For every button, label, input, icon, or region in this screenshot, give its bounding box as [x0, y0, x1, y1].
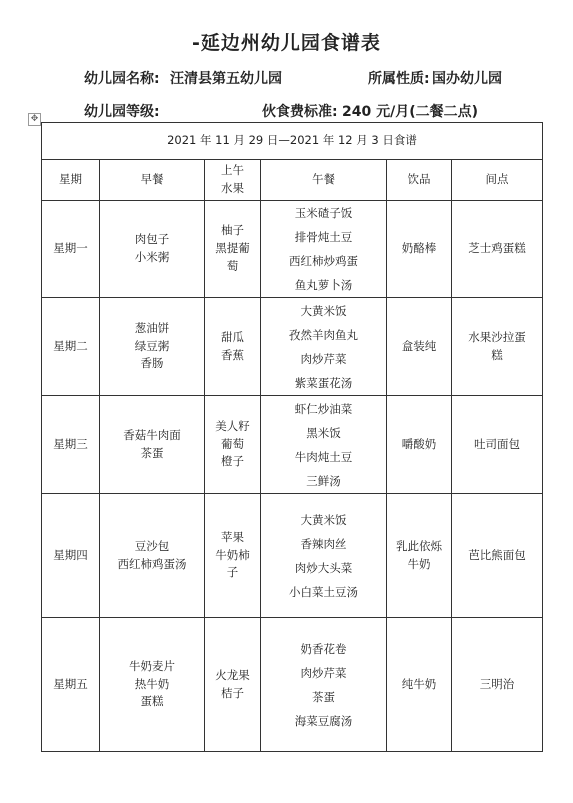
snack-cell: [452, 618, 543, 752]
drink-cell: 乳此依烁 牛奶: [387, 494, 452, 618]
fruit-cell-line: 子: [226, 565, 239, 580]
lunch-cell-line: 大黄米饭: [300, 512, 347, 527]
fruit-cell-line: 香蕉: [221, 347, 244, 362]
menu-row-tuesday: [42, 298, 543, 396]
fruit-cell-line: 牛奶柿: [215, 547, 250, 562]
table-move-handle-icon[interactable]: ✥: [28, 113, 41, 126]
kindergarten-name-value: 汪清县第五幼儿园: [170, 71, 282, 87]
menu-row-monday: [42, 201, 543, 298]
snack-cell-line: 糕: [491, 347, 503, 362]
snack-cell-line: 水果沙拉蛋: [468, 329, 526, 344]
kindergarten-type-value: 国办幼儿园: [432, 71, 502, 87]
fruit-cell-line: 柚子: [221, 223, 244, 238]
day-cell: 星期一: [42, 201, 100, 298]
lunch-cell-line: 鱼丸萝卜汤: [294, 278, 353, 292]
header-morning-fruit-line: 上午: [221, 163, 244, 178]
kindergarten-grade-label: 幼儿园等级:: [84, 104, 160, 120]
fruit-cell-line: 桔子: [221, 685, 244, 700]
breakfast-cell-line: 豆沙包: [134, 538, 170, 553]
header-day: 星期: [42, 160, 100, 201]
lunch-cell-line: 西红柿炒鸡蛋: [289, 254, 358, 268]
breakfast-cell-line: 茶蛋: [140, 445, 164, 460]
breakfast-cell-line: 热牛奶: [134, 676, 170, 691]
fruit-cell: [205, 298, 261, 396]
day-cell: 星期五: [42, 618, 100, 752]
lunch-cell-line: 小白菜土豆汤: [289, 584, 358, 599]
drink-cell: 纯牛奶: [387, 618, 452, 752]
lunch-cell-line: 虾仁炒油菜: [294, 401, 353, 416]
lunch-cell-line: 肉炒大头菜: [294, 560, 353, 575]
period-row: [42, 123, 543, 160]
lunch-cell: [261, 494, 387, 618]
lunch-cell: [261, 396, 387, 494]
breakfast-cell-line: 香肠: [140, 356, 164, 371]
meal-fee-value: 240 元/月(二餐二点): [342, 104, 479, 120]
menu-row-friday: [42, 618, 543, 752]
menu-row-wednesday: [42, 396, 543, 494]
day-cell: 星期三: [42, 396, 100, 494]
snack-cell: [452, 396, 543, 494]
fruit-cell-line: 黑提葡: [215, 241, 250, 256]
header-row: [42, 160, 543, 201]
breakfast-cell: [100, 298, 205, 396]
breakfast-cell-line: 葱油饼: [134, 320, 170, 335]
fruit-cell: [205, 618, 261, 752]
header-morning-fruit-line: 水果: [221, 181, 244, 195]
lunch-cell-line: 三鲜汤: [306, 473, 341, 488]
header-lunch: 午餐: [261, 160, 387, 201]
breakfast-cell-line: 肉包子: [134, 232, 170, 247]
lunch-cell-line: 大黄米饭: [300, 303, 347, 318]
breakfast-cell: [100, 494, 205, 618]
drink-cell: 嚼酸奶: [387, 396, 452, 494]
header-drink: 饮品: [387, 160, 452, 201]
fruit-cell: [205, 494, 261, 618]
lunch-cell-line: 奶香花卷: [300, 641, 347, 656]
snack-cell: [452, 494, 543, 618]
lunch-cell-line: 黑米饭: [306, 425, 341, 440]
lunch-cell-line: 排骨炖土豆: [294, 230, 353, 244]
header-breakfast: 早餐: [100, 160, 205, 201]
header-snack: 间点: [452, 160, 543, 201]
snack-cell-line: 芭比熊面包: [468, 547, 526, 562]
snack-cell-line: 吐司面包: [474, 436, 520, 451]
fruit-cell-line: 葡萄: [221, 436, 244, 451]
fruit-cell: [205, 201, 261, 298]
lunch-cell: [261, 201, 387, 298]
breakfast-cell-line: 绿豆粥: [134, 338, 170, 353]
breakfast-cell-line: 蛋糕: [140, 694, 164, 709]
lunch-cell: [261, 618, 387, 752]
breakfast-cell-line: 西红柿鸡蛋汤: [117, 556, 187, 571]
fruit-cell-line: 美人籽: [215, 418, 250, 433]
header-morning-fruit: [205, 160, 261, 201]
fruit-cell-line: 橙子: [221, 454, 244, 469]
drink-cell: 盒装纯: [387, 298, 452, 396]
lunch-cell-line: 玉米碴子饭: [294, 206, 353, 220]
breakfast-cell: [100, 618, 205, 752]
snack-cell: [452, 201, 543, 298]
lunch-cell-line: 肉炒芹菜: [300, 665, 347, 680]
lunch-cell-line: 海菜豆腐汤: [294, 713, 353, 728]
snack-cell-line: 三明治: [479, 676, 515, 691]
kindergarten-type-label: 所属性质:: [368, 71, 430, 87]
menu-period: 2021 年 11 月 29 日—2021 年 12 月 3 日食谱: [42, 123, 543, 160]
day-cell: 星期四: [42, 494, 100, 618]
menu-table: [41, 122, 543, 752]
drink-cell: 奶酪棒: [387, 201, 452, 298]
lunch-cell-line: 茶蛋: [312, 689, 335, 704]
fruit-cell-line: 火龙果: [215, 667, 250, 682]
breakfast-cell-line: 香菇牛肉面: [123, 427, 181, 442]
fruit-cell-line: 甜瓜: [221, 329, 244, 344]
fruit-cell: [205, 396, 261, 494]
snack-cell-line: 芝士鸡蛋糕: [468, 241, 526, 256]
meal-fee-label: 伙食费标准:: [262, 104, 338, 120]
fruit-cell-line: 萄: [226, 258, 239, 273]
lunch-cell-line: 肉炒芹菜: [300, 351, 347, 366]
breakfast-cell: [100, 396, 205, 494]
page-title: -延边州幼儿园食谱表: [192, 32, 381, 54]
breakfast-cell: [100, 201, 205, 298]
kindergarten-name-label: 幼儿园名称:: [84, 71, 160, 87]
breakfast-cell-line: 小米粥: [134, 250, 170, 264]
snack-cell: [452, 298, 543, 396]
fruit-cell-line: 苹果: [221, 529, 244, 544]
lunch-cell-line: 香辣肉丝: [300, 536, 347, 551]
lunch-cell-line: 牛肉炖土豆: [294, 449, 353, 464]
lunch-cell-line: 孜然羊肉鱼丸: [289, 327, 358, 342]
day-cell: 星期二: [42, 298, 100, 396]
breakfast-cell-line: 牛奶麦片: [129, 658, 175, 673]
lunch-cell: [261, 298, 387, 396]
lunch-cell-line: 紫菜蛋花汤: [294, 375, 353, 390]
menu-row-thursday: [42, 494, 543, 618]
